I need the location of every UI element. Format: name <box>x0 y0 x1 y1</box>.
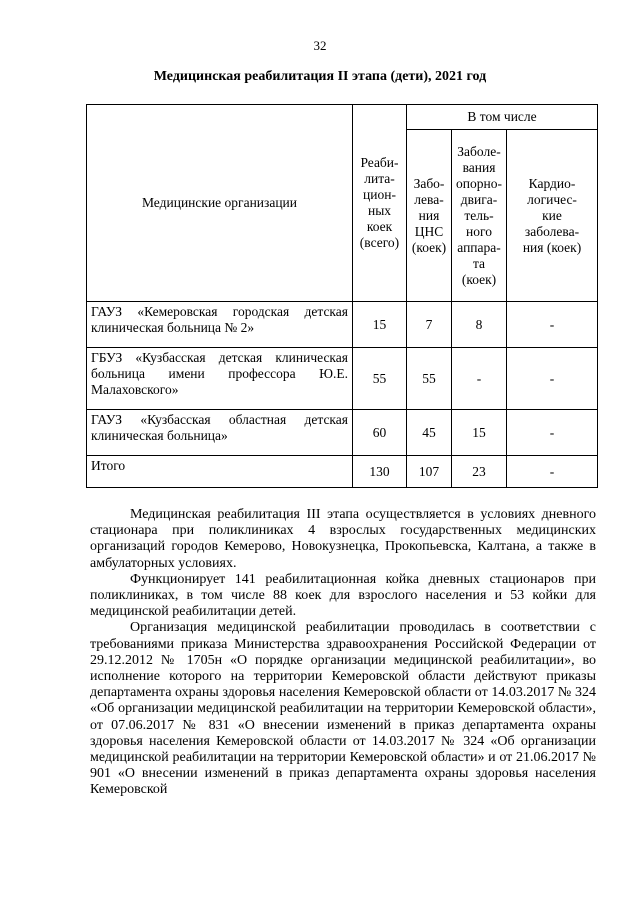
header-musculoskeletal: Заболе- вания опорно- двига- тель- ного аппара- та (коек) <box>452 130 507 302</box>
page-title: Медицинская реабилитация II этапа (дети), 2021 год <box>153 69 487 84</box>
paragraph: Функционирует 141 реабилитационная койка дневных стационаров при поликлиниках, в том числе 88 коек для взрослого населения и 53 койки для медицинской реабилитации детей. <box>90 571 596 620</box>
org-name-total: Итого <box>87 456 353 488</box>
musculo-beds: 23 <box>452 456 507 488</box>
cardio-beds: - <box>507 410 598 456</box>
org-name: ГАУЗ «Кузбасская областная детская клиническая больница» <box>87 410 353 456</box>
cardio-beds: - <box>507 348 598 410</box>
cardio-beds: - <box>507 456 598 488</box>
cardio-beds: - <box>507 302 598 348</box>
total-beds: 60 <box>353 410 407 456</box>
musculo-beds: 15 <box>452 410 507 456</box>
cns-beds: 45 <box>407 410 452 456</box>
paragraph: Медицинская реабилитация III этапа осуществляется в условиях дневного стационара при поликлиниках 4 взрослых государственных медицинских организаций городов Кемерово, Новокузнецка, Прокопьевска, Калтана, а также в амбулаторных условиях. <box>90 507 596 571</box>
musculo-beds: 8 <box>452 302 507 348</box>
header-including: В том числе <box>407 105 598 130</box>
table-row-total <box>87 456 598 488</box>
header-total-beds: Реаби- лита- цион- ных коек (всего) <box>353 105 407 302</box>
org-name: ГБУЗ «Кузбасская детская клиническая больница имени профессора Ю.Е. Малаховского» <box>87 348 353 410</box>
musculo-beds: - <box>452 348 507 410</box>
total-beds: 15 <box>353 302 407 348</box>
header-organizations: Медицинские организации <box>87 105 353 302</box>
header-cardio: Кардио- логичес- кие заболева- ния (коек) <box>507 130 598 302</box>
cns-beds: 7 <box>407 302 452 348</box>
org-name: ГАУЗ «Кемеровская городская детская клиническая больница № 2» <box>87 302 353 348</box>
cns-beds: 107 <box>407 456 452 488</box>
paragraph: Организация медицинской реабилитации проводилась в соответствии с требованиями приказа Министерства здравоохранения Российской Федерации от 29.12.2012 № 1705н «О порядке организации медицинской реабилитации», во исполнение которого на территории Кемеровской области действуют приказы департамента охраны здоровья населения Кемеровской области от 14.03.2017 № 324 «Об организации медицинской реабилитации на территории Кемеровской области», от 07.06.2017 № 831 «О внесении изменений в приказ департамента охраны здоровья населения Кемеровской области от 14.03.2017 № 324 «Об организации медицинской реабилитации на территории Кемеровской области» и от 21.06.2017 № 901 «О внесении изменений в приказ департамента охраны здоровья населения Кемеровской <box>90 620 596 798</box>
header-cns: Забо- лева- ния ЦНС (коек) <box>407 130 452 302</box>
total-beds: 55 <box>353 348 407 410</box>
table-row <box>87 302 598 348</box>
page-number: 32 <box>313 38 327 53</box>
body-text <box>90 507 596 799</box>
cns-beds: 55 <box>407 348 452 410</box>
rehab-table <box>86 104 598 488</box>
table-row <box>87 348 598 410</box>
table-row <box>87 410 598 456</box>
total-beds: 130 <box>353 456 407 488</box>
